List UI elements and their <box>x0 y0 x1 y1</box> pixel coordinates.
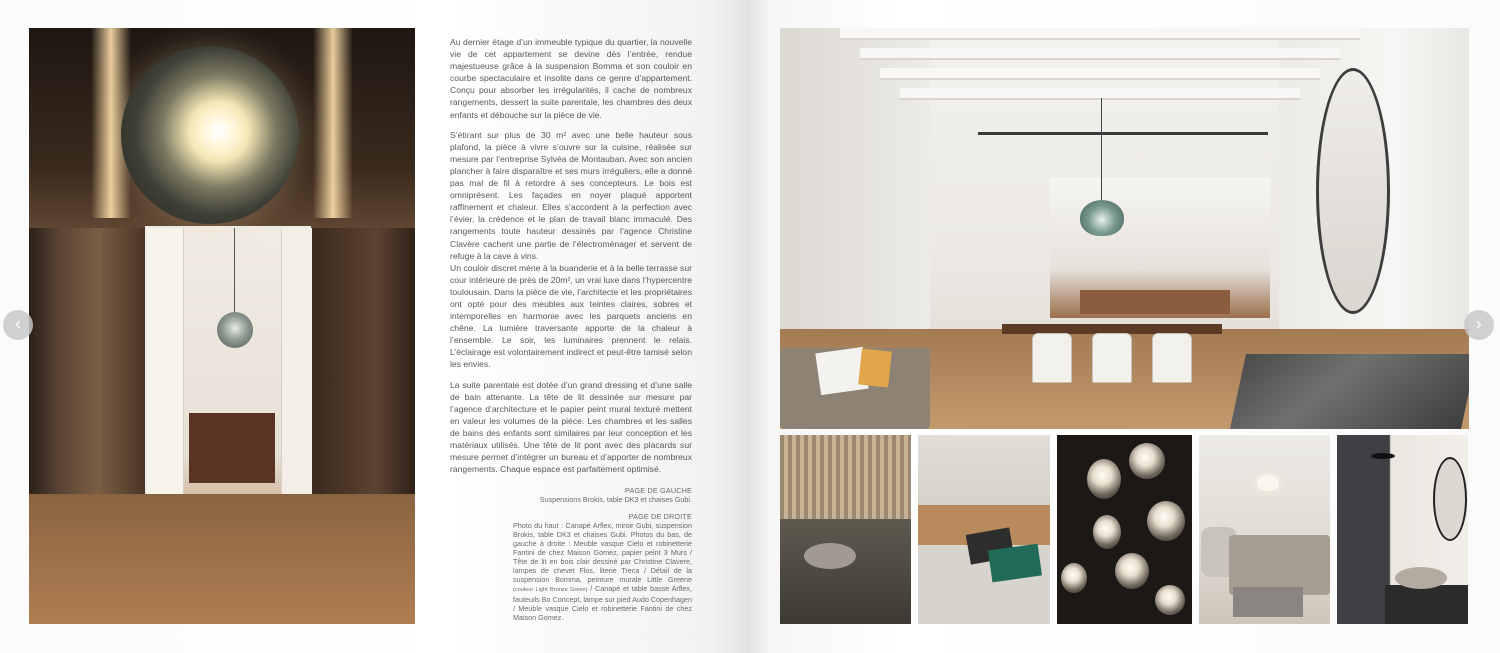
paragraph-terrace: Un couloir discret mène à la buanderie et à la belle terrasse sur cour intérieure de près de 20m², un vrai luxe dans l’hypercentre toulousain. Dans la pièce de vie, l’architecte et les propriétaires ont opté pour des meubles aux teintes claires, sobres et intemporelles en harmonie avec les parquets anciens en chêne. La lumière traversante apporte de la chaleur à l’ensemble. Le soir, les luminaires prennent le relais. L’éclairage est volontairement indirect et peut-être tamisé selon les envies. <box>450 262 692 370</box>
left-page <box>0 0 748 653</box>
paragraph-intro: Au dernier étage d’un immeuble typique du quartier, la nouvelle vie de cet appartement se devine dès l’entrée, rendue majestueuse grâce à la suspension Bomma et son couloir en courbe spectaculaire et insolite dans ce genre d’appartement. Conçu pour absorber les irrégularités, il cache de nombreux rangements, dessert la suite parentale, les chambres des deux enfants et débouche sur la pièce de vie. <box>450 37 692 120</box>
caption-right-text: Photo du haut : Canapé Arflex, miroir Gubi, suspension Brokis, table DK3 et chaises Gubi. Photos du bas, de gauche à droite : Meuble vasque Cielo et robinetterie Fantini de chez Maison Gomez, papier peint 3 Murs / Tête de lit en bois clair dessiné par Christine Clavere, lampes de chevet Flos, literie Treca / Détail de la suspension Bomma, peinture murale Little Greene (couleur Light Bronze Green) / Canapé et table basse Arflex, fauteuils Bo Concept, lampe sur pied Audo Copenhagen / Meuble vasque Cielo et robinetterie Fantini de chez Maison Gomez. <box>513 521 693 622</box>
paragraph-master-suite: La suite parentale est dotée d’un grand dressing et d’une salle de bain attenante. La tête de lit dessinée sur mesure par l’agence d’architecture et le papier peint mural texturé mettent en valeur les volumes de la pièce. Les chambres et les salles de bains des enfants sont similaires par leur conception et les matériaux utilisés. Une tête de lit pont avec des placards sur mesure permet d’intégrer un bureau et d’apporter de nombreux rangements. Chaque espace est parfaitement optimisé. <box>450 379 692 475</box>
caption-left-text: Suspensions Brokis, table DK3 et chaises Gubi. <box>539 495 692 504</box>
article-body <box>450 36 692 483</box>
chevron-right-icon[interactable]: › <box>1464 310 1494 340</box>
caption-left-heading: PAGE DE GAUCHE <box>625 486 692 495</box>
photo-captions <box>513 486 692 622</box>
caption-right-heading: PAGE DE DROITE <box>628 512 692 521</box>
lounge-photo <box>1199 435 1330 624</box>
shower-room-photo <box>1337 435 1468 624</box>
living-room-photo <box>780 28 1469 429</box>
hallway-photo <box>29 28 415 624</box>
bedroom-photo <box>918 435 1050 624</box>
bathroom-photo <box>780 435 911 624</box>
paragraph-living-room: S’étirant sur plus de 30 m² avec une belle hauteur sous plafond, la pièce à vivre s’ouvre sur la cuisine, réalisée sur mesure par l’entreprise Sylvéa de Montauban. Avec son ancien plancher à faire disparaître et ses murs irréguliers, elle a donné pas mal de fil à retordre à ses concepteurs. Le bois est omniprésent. Les façades en noyer plaqué apportent raffinement et chaleur. Elles s’accordent à la perfection avec l’évier, la crédence et le plan de travail blanc immaculé. Des rangements toute hauteur dessinés par l’agence Christine Clavère cachent une partie de l’électroménager et servent de refuge à la cave à vins. <box>450 129 692 261</box>
pendant-detail-photo <box>1057 435 1192 624</box>
chevron-left-icon[interactable]: ‹ <box>3 310 33 340</box>
